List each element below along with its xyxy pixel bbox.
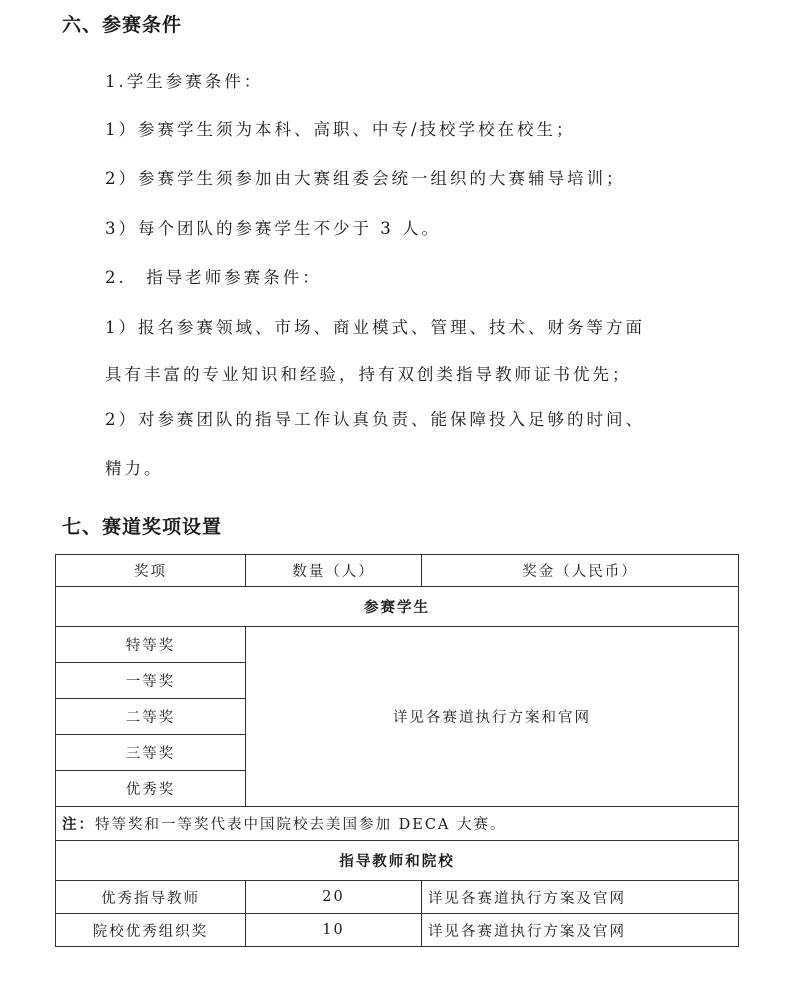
awards-table (55, 554, 739, 947)
award-name: 院校优秀组织奖 (56, 914, 246, 947)
table-note (56, 807, 739, 841)
table-row (56, 627, 739, 663)
group-row-students (56, 587, 739, 627)
award-count: 10 (246, 914, 422, 947)
award-prize: 详见各赛道执行方案及官网 (422, 881, 739, 914)
award-count: 20 (246, 881, 422, 914)
award-name: 优秀指导教师 (56, 881, 246, 914)
award-prize: 详见各赛道执行方案及官网 (422, 914, 739, 947)
award-name: 特等奖 (56, 627, 246, 663)
group-label-students: 参赛学生 (56, 587, 739, 627)
condition-line-continued: 具有丰富的专业知识和经验，持有双创类指导教师证书优先； (105, 365, 632, 384)
award-name: 一等奖 (56, 663, 246, 699)
table-row (56, 914, 739, 947)
condition-line: 1）报名参赛领域、市场、商业模式、管理、技术、财务等方面 (105, 318, 645, 337)
condition-line: 2）对参赛团队的指导工作认真负责、能保障投入足够的时间、 (105, 410, 645, 429)
award-name: 三等奖 (56, 735, 246, 771)
group-row-teachers (56, 841, 739, 881)
note-text: 特等奖和一等奖代表中国院校去美国参加 DECA 大赛。 (95, 817, 507, 833)
teacher-conditions-heading: 2. 指导老师参赛条件： (105, 268, 322, 287)
condition-line-continued: 精力。 (105, 459, 164, 478)
condition-line: 2）参赛学生须参加由大赛组委会统一组织的大赛辅导培训； (105, 169, 626, 188)
note-label: 注： (62, 816, 95, 833)
note-row (56, 807, 739, 841)
award-name: 优秀奖 (56, 771, 246, 807)
student-conditions-heading: 1.学生参赛条件： (105, 72, 264, 91)
condition-line: 3）每个团队的参赛学生不少于 3 人。 (105, 219, 441, 238)
header-award: 奖项 (56, 555, 246, 587)
table-header-row (56, 555, 739, 587)
condition-line: 1）参赛学生须为本科、高职、中专/技校学校在校生； (105, 120, 576, 139)
group-label-teachers: 指导教师和院校 (56, 841, 739, 881)
section-7-title: 七、赛道奖项设置 (62, 516, 223, 538)
student-awards-details: 详见各赛道执行方案和官网 (246, 627, 739, 807)
header-prize: 奖金（人民币） (422, 555, 739, 587)
section-6-title: 六、参赛条件 (62, 14, 183, 36)
award-name: 二等奖 (56, 699, 246, 735)
header-count: 数量（人） (246, 555, 422, 587)
table-row (56, 881, 739, 914)
